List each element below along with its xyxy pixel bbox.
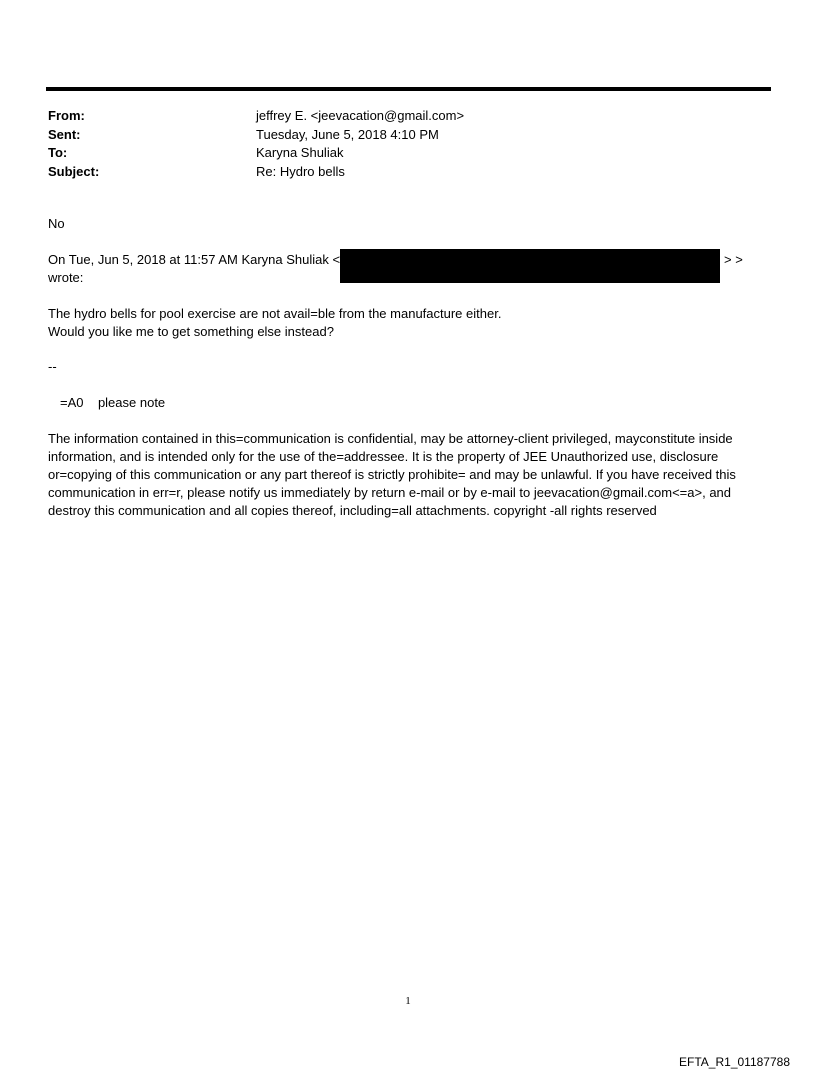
signature-separator: -- bbox=[48, 359, 57, 374]
quote-wrote: wrote: bbox=[48, 270, 84, 285]
message-line-1: The hydro bells for pool exercise are not avail=ble from the manufacture either. bbox=[48, 306, 502, 321]
to-label: To: bbox=[48, 145, 68, 160]
quoted-message bbox=[48, 305, 768, 341]
from-row bbox=[48, 107, 748, 126]
sent-value: Tuesday, June 5, 2018 4:10 PM bbox=[256, 126, 439, 142]
subject-row bbox=[48, 163, 748, 182]
please-note: =A0 please note bbox=[60, 395, 166, 410]
email-header bbox=[48, 107, 748, 181]
subject-label: Subject: bbox=[48, 163, 100, 179]
message-line-2: Would you like me to get something else instead? bbox=[48, 324, 334, 339]
to-row bbox=[48, 144, 748, 163]
sent-label: Sent: bbox=[48, 126, 81, 142]
confidentiality-disclaimer: The information contained in this=communication is confidential, may be attorney-client privileged, mayconstitute inside information, and is intended only for the use of the=addressee. It is the property of JEE Unauthorized use, disclosure or=copying of this communication or any part thereof is strictly prohibite= and may be unlawful. If you have received this communication in err=r, please notify us immediately by return e-mail or by e-mail to jeevacation@gmail.com<=a>, and destroy this communication and all copies thereof, including=all attachments. copyright -all rights reserved bbox=[48, 431, 736, 518]
quote-close: > > bbox=[724, 252, 743, 267]
reply-text: No bbox=[48, 216, 65, 231]
page-number: 1 bbox=[405, 995, 411, 1007]
to-value: Karyna Shuliak bbox=[256, 145, 344, 160]
from-label: From: bbox=[48, 108, 85, 123]
header-divider bbox=[46, 87, 771, 91]
sent-row bbox=[48, 126, 748, 145]
quote-intro: On Tue, Jun 5, 2018 at 11:57 AM Karyna Shuliak < bbox=[48, 252, 341, 267]
from-value: jeffrey E. <jeevacation@gmail.com> bbox=[256, 108, 465, 123]
subject-value: Re: Hydro bells bbox=[256, 163, 345, 179]
document-id: EFTA_R1_01187788 bbox=[679, 1055, 790, 1069]
